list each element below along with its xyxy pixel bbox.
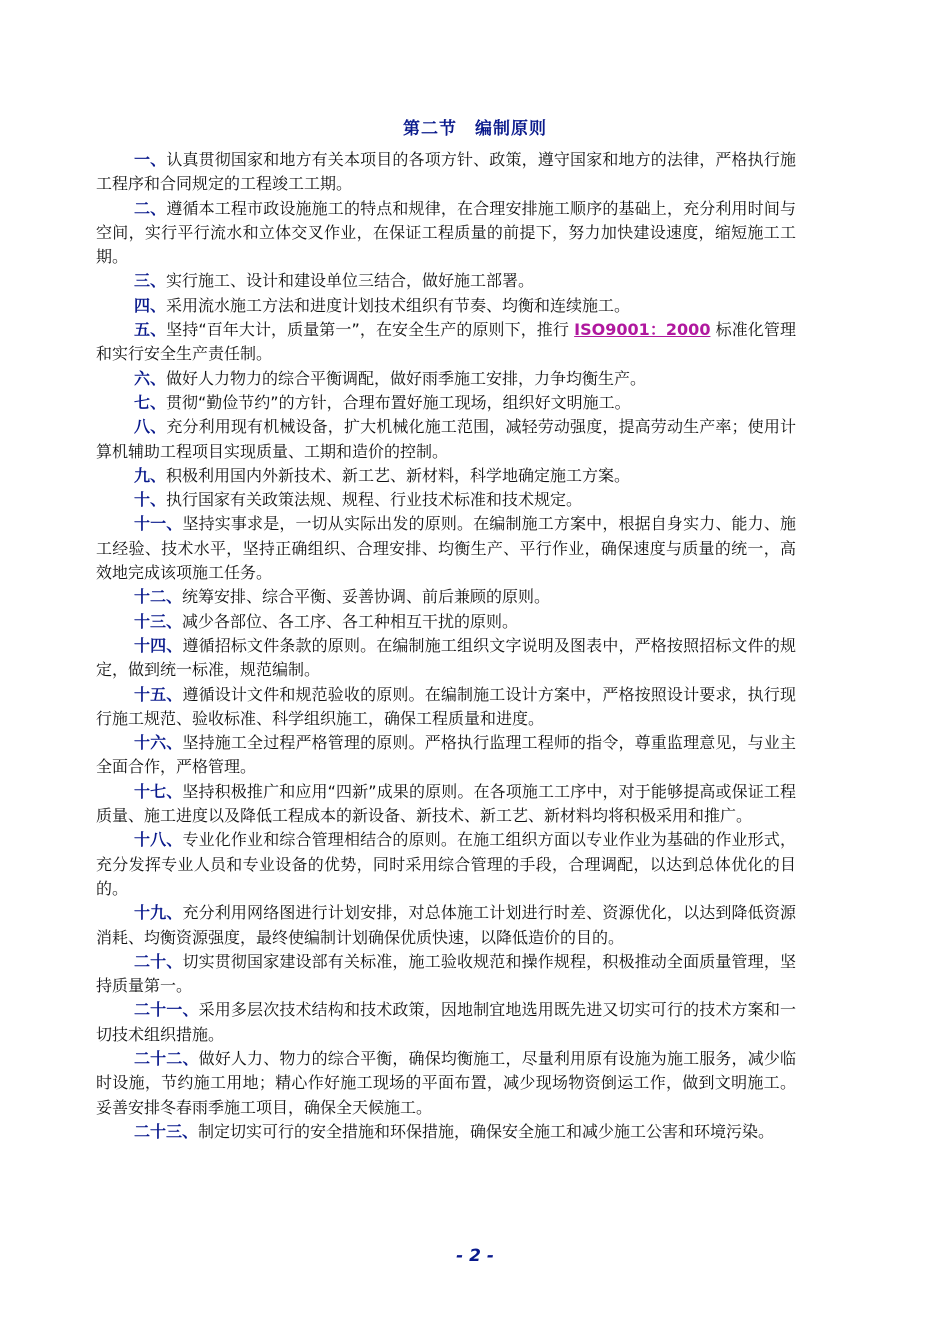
principle-text: 减少各部位、各工序、各工种相互干扰的原则。 (182, 611, 519, 631)
principle-text: 遵循本工程市政设施施工的特点和规律，在合理安排施工顺序的基础上，充分利用时间与空间，实行平行流水和立体交叉作业，在保证工程质量的前提下，努力加快建设速度，缩短施工工期。 (96, 198, 796, 267)
principle-17 (96, 780, 796, 829)
principle-6 (96, 367, 796, 391)
principle-13 (96, 610, 796, 634)
principle-3 (96, 269, 796, 293)
principle-number: 二十一、 (134, 1000, 199, 1020)
principle-number: 十、 (134, 490, 167, 510)
principle-text: 坚持施工全过程严格管理的原则。严格执行监理工程师的指令，尊重监理意见，与业主全面合作，严格管理。 (96, 733, 796, 777)
principle-text: 切实贯彻国家建设部有关标准，施工验收规范和操作规程，积极推动全面质量管理，坚持质量第一。 (96, 951, 796, 996)
principle-text: 实行施工、设计和建设单位三结合，做好施工部署。 (166, 271, 535, 291)
principle-text: 认真贯彻国家和地方有关本项目的各项方针、政策，遵守国家和地方的法律，严格执行施工程序和合同规定的工程竣工工期。 (96, 150, 796, 194)
principle-number: 四、 (134, 295, 167, 315)
principle-text-continued: 标准化管理和实行安全生产责任制。 (96, 320, 796, 364)
principle-number: 十六、 (134, 733, 183, 753)
principle-1 (96, 148, 796, 197)
principle-14 (96, 634, 796, 683)
principle-4 (96, 294, 796, 318)
principle-10 (96, 488, 796, 512)
principle-18 (96, 828, 796, 901)
page-number: - 2 - (456, 1246, 494, 1266)
principle-number: 十八、 (134, 830, 183, 850)
principle-23 (96, 1120, 796, 1144)
iso-standard-link[interactable]: ISO9001：2000 (574, 320, 711, 340)
principle-text: 做好人力、物力的综合平衡，确保均衡施工，尽量利用原有设施为施工服务，减少临时设施，节约施工用地；精心作好施工现场的平面布置，减少现场物资倒运工作，做到文明施工。妥善安排冬春雨季施工项目，确保全天候施工。 (96, 1048, 796, 1117)
principle-text: 做好人力物力的综合平衡调配，做好雨季施工安排，力争均衡生产。 (166, 368, 647, 388)
principle-text: 采用多层次技术结构和技术政策，因地制宜地选用既先进又切实可行的技术方案和一切技术组织措施。 (96, 1000, 796, 1044)
document-body (96, 148, 796, 1144)
principle-number: 二十二、 (134, 1048, 199, 1068)
principle-number: 二十三、 (134, 1121, 199, 1141)
principle-19 (96, 901, 796, 950)
principle-text: 积极利用国内外新技术、新工艺、新材料，科学地确定施工方案。 (166, 465, 631, 485)
principle-number: 六、 (134, 368, 167, 388)
principle-number: 八、 (134, 417, 167, 437)
principle-text: 统筹安排、综合平衡、妥善协调、前后兼顾的原则。 (182, 587, 551, 607)
principle-number: 一、 (134, 150, 167, 169)
section-title: 第二节 编制原则 (403, 119, 547, 139)
principle-12 (96, 585, 796, 609)
principle-text: 充分利用现有机械设备，扩大机械化施工范围，减轻劳动强度，提高劳动生产率；使用计算机辅助工程项目实现质量、工期和造价的控制。 (96, 417, 796, 461)
principle-number: 五、 (134, 320, 167, 340)
principle-number: 十九、 (134, 903, 183, 923)
principle-number: 十七、 (134, 781, 183, 801)
principle-number: 九、 (134, 465, 167, 485)
principle-text: 坚持积极推广和应用“四新”成果的原则。在各项施工工序中，对于能够提高或保证工程质量、施工进度以及降低工程成本的新设备、新技术、新工艺、新材料均将积极采用和推广。 (96, 781, 796, 826)
principle-8 (96, 415, 796, 464)
principle-text: 制定切实可行的安全措施和环保措施，确保安全施工和减少施工公害和环境污染。 (198, 1121, 775, 1141)
principle-text: 采用流水施工方法和进度计划技术组织有节奏、均衡和连续施工。 (166, 295, 631, 315)
principle-text: 遵循招标文件条款的原则。在编制施工组织文字说明及图表中，严格按照招标文件的规定，做到统一标准，规范编制。 (96, 635, 796, 680)
principle-text: 执行国家有关政策法规、规程、行业技术标准和技术规定。 (166, 490, 583, 510)
principle-21 (96, 998, 796, 1047)
principle-text: 遵循设计文件和规范验收的原则。在编制施工设计方案中，严格按照设计要求，执行现行施工规范、验收标准、科学组织施工，确保工程质量和进度。 (96, 684, 796, 728)
principle-5 (96, 318, 796, 367)
principle-number: 七、 (134, 392, 167, 412)
principle-text: 专业化作业和综合管理相结合的原则。在施工组织方面以专业作业为基础的作业形式，充分发挥专业人员和专业设备的优势，同时采用综合管理的手段，合理调配，以达到总体优化的目的。 (96, 830, 796, 898)
principle-9 (96, 464, 796, 488)
principle-7 (96, 391, 796, 415)
principle-number: 三、 (134, 271, 167, 291)
principle-16 (96, 731, 796, 780)
principle-number: 十三、 (134, 611, 183, 631)
principle-number: 二十、 (134, 951, 183, 971)
principle-text: 坚持“百年大计，质量第一”，在安全生产的原则下，推行 (166, 320, 575, 340)
principle-15 (96, 683, 796, 732)
principle-text: 充分利用网络图进行计划安排，对总体施工计划进行时差、资源优化，以达到降低资源消耗、均衡资源强度，最终使编制计划确保优质快速，以降低造价的目的。 (96, 903, 796, 947)
principle-2 (96, 197, 796, 270)
principle-number: 十四、 (134, 635, 183, 655)
principle-number: 二、 (134, 198, 167, 218)
principle-text: 坚持实事求是，一切从实际出发的原则。在编制施工方案中，根据自身实力、能力、施工经验、技术水平，坚持正确组织、合理安排、均衡生产、平行作业，确保速度与质量的统一，高效地完成该项施工任务。 (96, 514, 796, 583)
principle-number: 十一、 (134, 514, 183, 534)
principle-20 (96, 950, 796, 999)
principle-22 (96, 1047, 796, 1120)
principle-number: 十五、 (134, 684, 183, 704)
principle-11 (96, 512, 796, 585)
principle-number: 十二、 (134, 587, 183, 607)
principle-text: 贯彻“勤俭节约”的方针，合理布置好施工现场，组织好文明施工。 (166, 392, 631, 412)
